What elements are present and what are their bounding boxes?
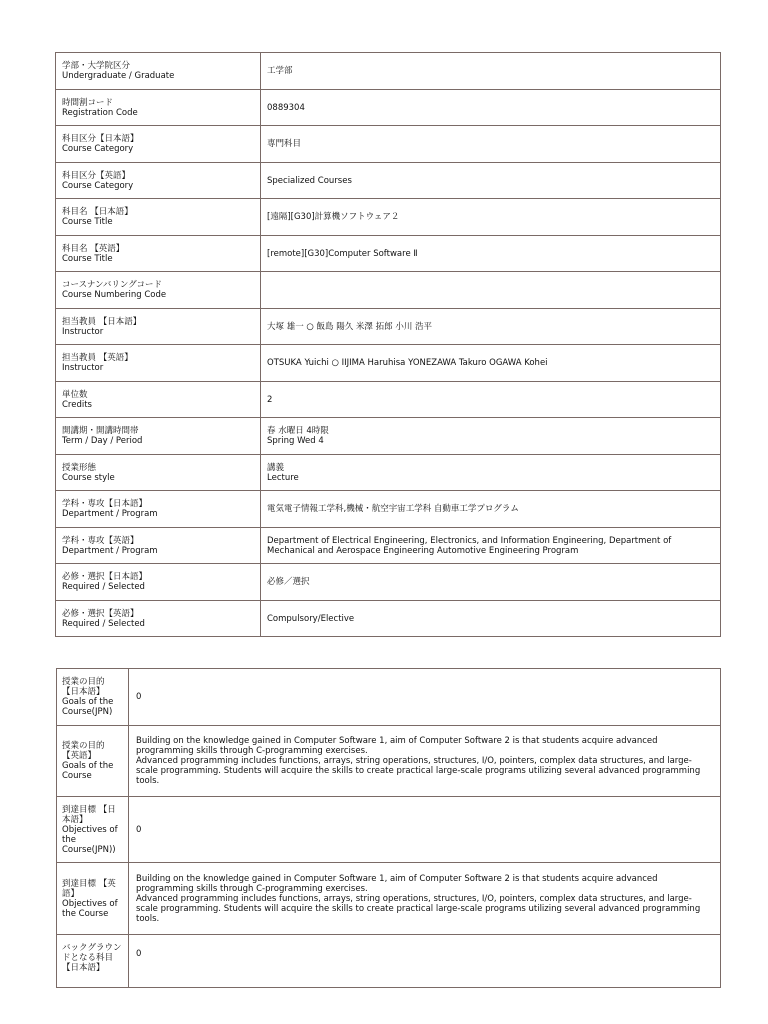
row-value: Compulsory/Elective (261, 601, 721, 637)
row-label (56, 163, 261, 199)
label-line: 【英語】 (62, 751, 97, 761)
label-line: 授業の目的 (62, 741, 105, 751)
row-label (56, 199, 261, 236)
label-line: 語】 (62, 888, 80, 899)
row-value: 0 (129, 935, 721, 988)
label-en: Department / Program (62, 509, 158, 519)
row-label (57, 726, 129, 797)
label-jp: 時間割コード (62, 97, 114, 108)
row-value: [遠隔][G30]計算機ソフトウェア２ (261, 199, 721, 236)
goal-paragraph: Building on the knowledge gained in Computer Software 1, aim of Computer Software 2 is that students acquire advanced programming skills through C-programming exercises. (136, 736, 658, 756)
table-row (56, 199, 721, 236)
label-jp: 科目名 【英語】 (62, 243, 125, 254)
row-label (56, 601, 261, 637)
label-jp: 授業形態 (62, 462, 97, 473)
label-jp: 担当教員 【日本語】 (62, 316, 142, 327)
label-en: Course Title (62, 253, 113, 264)
table-row (56, 418, 721, 455)
row-value: 工学部 (261, 53, 721, 90)
label-jp: 必修・選択【日本語】 (62, 572, 148, 582)
table-row (56, 236, 721, 272)
label-en: Undergraduate / Graduate (62, 71, 175, 81)
label-line: 【日本語】 (62, 963, 105, 973)
table-row (56, 491, 721, 528)
label-en: Instructor (62, 326, 104, 337)
row-label (56, 236, 261, 272)
label-en: Required / Selected (62, 618, 145, 629)
row-label (56, 564, 261, 601)
row-value (261, 272, 721, 309)
label-line: Course (62, 771, 92, 781)
row-label (56, 418, 261, 455)
table-row (57, 935, 721, 988)
row-value: [remote][G30]Computer Software Ⅱ (261, 236, 721, 272)
table-row (56, 601, 721, 637)
table-row (56, 272, 721, 309)
row-value: 0 (129, 669, 721, 726)
table-row (56, 309, 721, 345)
row-label (56, 90, 261, 126)
row-label (57, 669, 129, 726)
label-jp: 必修・選択【英語】 (62, 608, 139, 619)
row-label (56, 345, 261, 382)
label-line: 本語】 (62, 814, 88, 825)
row-label (56, 126, 261, 163)
row-label (56, 309, 261, 345)
label-jp: 開講期・開講時間帯 (62, 426, 139, 436)
row-value: 大塚 雄一 ○ 飯島 陽久 米澤 拓郎 小川 浩平 (261, 309, 721, 345)
table-row (56, 564, 721, 601)
label-jp: 科目区分【英語】 (62, 170, 131, 181)
row-label (56, 491, 261, 528)
label-en: Department / Program (62, 545, 158, 556)
label-en: Credits (62, 399, 92, 410)
row-value (129, 726, 721, 797)
table-row (56, 126, 721, 163)
table-row (57, 863, 721, 935)
label-line: Course(JPN)) (62, 844, 116, 855)
label-line: バックグラウン (62, 943, 122, 953)
table-row (56, 53, 721, 90)
label-en: Course Title (62, 217, 113, 227)
value-en: Lecture (267, 472, 299, 483)
label-line: Objectives of (62, 824, 118, 835)
label-line: 【日本語】 (62, 687, 105, 697)
row-label (56, 53, 261, 90)
value-jp: 講義 (267, 462, 285, 473)
row-value: Department of Electrical Engineering, Electronics, and Information Engineering, Department of Mechanical and Aerospace Engineering Automotive Engineering Program (261, 528, 721, 564)
label-jp: 学部・大学院区分 (62, 61, 131, 71)
row-value: OTSUKA Yuichi ○ IIJIMA Haruhisa YONEZAWA Takuro OGAWA Kohei (261, 345, 721, 382)
row-label (57, 863, 129, 935)
row-value (261, 455, 721, 491)
label-jp: 科目名 【日本語】 (62, 207, 133, 217)
row-value: 電気電子情報工学科,機械・航空宇宙工学科 自動車工学プログラム (261, 491, 721, 528)
label-en: Course Numbering Code (62, 290, 167, 300)
label-jp: 学科・専攻【英語】 (62, 535, 139, 546)
label-en: Course style (62, 472, 115, 483)
row-label (56, 272, 261, 309)
label-jp: 学科・専攻【日本語】 (62, 499, 148, 509)
row-value: 2 (261, 382, 721, 418)
label-line: Course(JPN) (62, 707, 113, 717)
row-value (129, 863, 721, 935)
row-value: 0889304 (261, 90, 721, 126)
label-line: 授業の目的 (62, 677, 105, 687)
value-en: Spring Wed 4 (267, 436, 324, 446)
row-label (56, 382, 261, 418)
row-value: Specialized Courses (261, 163, 721, 199)
label-line: 到達目標 【日 (62, 804, 116, 815)
label-en: Registration Code (62, 107, 138, 118)
value-jp: 春 水曜日 4時限 (267, 426, 329, 436)
label-jp: 担当教員 【英語】 (62, 353, 133, 363)
label-en: Course Category (62, 180, 134, 191)
goal-paragraph: Advanced programming includes functions, arrays, string operations, structures, I/O, pointers, complex data structures, and large-scale programming. Students will acquire the skills to create practical large-scale programs utilizing several advanced programming tools. (136, 893, 701, 924)
table-row (56, 528, 721, 564)
label-jp: 科目区分【日本語】 (62, 134, 139, 144)
row-value (261, 418, 721, 455)
row-value: 専門科目 (261, 126, 721, 163)
label-line: 到達目標 【英 (62, 878, 116, 889)
row-value: 0 (129, 797, 721, 863)
table-row (56, 345, 721, 382)
label-en: Course Category (62, 144, 134, 154)
label-line: Objectives of (62, 898, 118, 909)
goal-paragraph: Advanced programming includes functions, arrays, string operations, structures, I/O, pointers, complex data structures, and large-scale programming. Students will acquire the skills to create practical large-scale programs utilizing several advanced programming tools. (136, 756, 701, 786)
label-line: the Course (62, 908, 109, 919)
label-line: ドとなる科目 (62, 953, 114, 963)
table-row (56, 90, 721, 126)
table-row (56, 382, 721, 418)
table-row (57, 669, 721, 726)
row-label (57, 797, 129, 863)
course-info-table (55, 52, 721, 637)
row-label (56, 528, 261, 564)
table-row (56, 163, 721, 199)
label-en: Term / Day / Period (62, 436, 143, 446)
row-value: 必修／選択 (261, 564, 721, 601)
table-row (56, 455, 721, 491)
course-goals-table (56, 668, 721, 988)
row-label (56, 455, 261, 491)
label-jp: 単位数 (62, 389, 88, 400)
label-line: Goals of the (62, 697, 114, 707)
label-en: Instructor (62, 363, 104, 373)
goal-paragraph: Building on the knowledge gained in Computer Software 1, aim of Computer Software 2 is that students acquire advanced programming skills through C-programming exercises. (136, 873, 658, 894)
row-label (57, 935, 129, 988)
label-en: Required / Selected (62, 582, 145, 592)
label-line: Goals of the (62, 761, 114, 771)
label-jp: コースナンバリングコード (62, 280, 163, 290)
label-line: the (62, 834, 76, 845)
table-row (57, 726, 721, 797)
table-row (57, 797, 721, 863)
